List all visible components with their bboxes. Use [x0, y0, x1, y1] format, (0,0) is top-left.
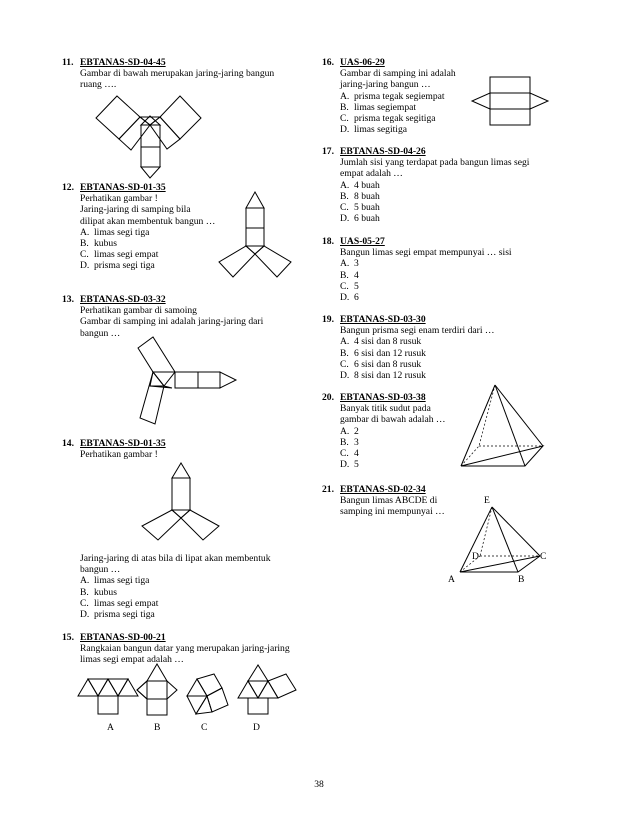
option-letter: D. [340, 459, 350, 471]
option-letter: A. [340, 336, 350, 348]
text-line: Gambar di samping ini adalah jaring-jaring dari [80, 316, 264, 328]
option-letter: C. [340, 358, 349, 370]
question-number: 20. [322, 392, 334, 403]
text-line: samping ini mempunyai … [340, 506, 445, 518]
option-letter: C. [340, 280, 349, 292]
option-letter: A. [340, 179, 350, 191]
question-code: EBTANAS-SD-00-21 [80, 632, 166, 643]
question-number: 12. [62, 182, 74, 193]
option-letter: A. [340, 90, 350, 102]
option-letter: B. [340, 190, 349, 202]
vertex-label-a: A [448, 574, 455, 585]
option-letter: C. [80, 249, 89, 261]
option-letter: C. [80, 597, 89, 609]
option-letter: B. [340, 269, 349, 281]
question-code: EBTANAS-SD-02-34 [340, 484, 426, 495]
option-letter: B. [80, 238, 89, 250]
option-letter: D. [340, 292, 350, 304]
option-letter: B. [80, 586, 89, 598]
option-text: 4 [354, 448, 359, 460]
text-line: Jaring-jaring di samping bila [80, 204, 191, 216]
option-text: 2 [354, 425, 359, 437]
text-line: Jaring-jaring di atas bila di lipat akan membentuk [80, 553, 271, 564]
option-text: prisma segi tiga [94, 609, 155, 621]
question-code: EBTANAS-SD-03-32 [80, 294, 166, 305]
option-text: limas segiempat [354, 101, 417, 113]
option-text: prisma segi tiga [94, 260, 155, 272]
text-line: ruang …. [80, 79, 117, 91]
question-number: 13. [62, 294, 74, 305]
question-number: 15. [62, 632, 74, 643]
option-letter: C. [340, 448, 349, 460]
option-text: limas segi tiga [94, 226, 150, 238]
option-text: prisma tegak segiempat [354, 90, 445, 102]
option-text: 5 buah [354, 202, 380, 214]
option-letter: D. [340, 370, 350, 382]
question-number: 21. [322, 484, 334, 495]
option-text: limas segi tiga [94, 575, 150, 587]
vertex-label-d: D [472, 551, 479, 562]
text-line: Bangun limas ABCDE di [340, 495, 438, 507]
option-text: 6 buah [354, 213, 380, 225]
text-line: jaring-jaring bangun … [340, 79, 431, 91]
text-line: Bangun prisma segi enam terdiri dari … [340, 325, 495, 337]
question-code: EBTANAS-SD-01-35 [80, 182, 166, 193]
option-text: 8 sisi dan 12 rusuk [354, 370, 426, 382]
option-letter: A. [340, 258, 350, 270]
option-text: prisma tegak segitiga [354, 113, 436, 125]
option-text: 6 sisi dan 8 rusuk [354, 358, 422, 370]
vertex-label-c: C [540, 551, 547, 562]
text-line: limas segi empat adalah … [80, 654, 184, 666]
option-text: 6 sisi dan 12 rusuk [354, 347, 426, 359]
question-number: 17. [322, 146, 334, 157]
question-code: EBTANAS-SD-01-35 [80, 438, 166, 449]
option-text: 3 [354, 258, 359, 270]
question-number: 11. [62, 57, 74, 68]
option-text: 5 [354, 459, 359, 471]
question-code: UAS-05-27 [340, 236, 385, 247]
option-text: limas segi empat [94, 597, 159, 609]
text-line: Perhatikan gambar di samoing [80, 305, 197, 317]
text-line: empat adalah … [340, 168, 403, 180]
question-number: 16. [322, 57, 334, 68]
option-text: kubus [94, 238, 117, 250]
option-letter: A. [80, 226, 90, 238]
text-line: Rangkaian bangun datar yang merupakan jaring-jaring [80, 643, 290, 655]
option-letter: A. [80, 575, 90, 587]
option-letter: D. [340, 124, 350, 136]
option-text: 4 buah [354, 179, 380, 191]
question-code: EBTANAS-SD-03-30 [340, 314, 426, 325]
option-text: 3 [354, 436, 359, 448]
option-letter: C. [340, 113, 349, 125]
text-line: bangun … [80, 327, 121, 339]
option-text: 6 [354, 292, 359, 304]
option-text: limas segitiga [354, 124, 408, 136]
option-letter: B. [340, 436, 349, 448]
option-letter: A. [340, 425, 350, 437]
option-text: 5 [354, 280, 359, 292]
question-number: 14. [62, 438, 74, 449]
vertex-label-b: B [518, 574, 525, 585]
option-letter: B. [340, 101, 349, 113]
vertex-label-e: E [484, 495, 490, 506]
figure-label-b[interactable]: B [154, 722, 161, 733]
text-line: Gambar di bawah merupakan jaring-jaring bangun [80, 68, 275, 80]
question-code: EBTANAS-SD-04-26 [340, 146, 426, 157]
question-code: EBTANAS-SD-03-38 [340, 392, 426, 403]
text-line: Banyak titik sudut pada [340, 403, 431, 415]
question-number: 18. [322, 236, 334, 247]
figure-label-a[interactable]: A [107, 722, 114, 733]
text-line: bangun … [80, 564, 121, 576]
text-line: Perhatikan gambar ! [80, 193, 158, 205]
figure-label-d[interactable]: D [253, 722, 260, 733]
text-line: Gambar di samping ini adalah [340, 68, 456, 80]
page-number: 38 [314, 779, 324, 790]
option-text: 4 sisi dan 8 rusuk [354, 336, 422, 348]
question-code: EBTANAS-SD-04-45 [80, 57, 166, 68]
question-number: 19. [322, 314, 334, 325]
option-letter: D. [80, 609, 90, 621]
text-line: Bangun limas segi empat mempunyai … sisi [340, 247, 512, 259]
text-line: Jumlah sisi yang terdapat pada bangun limas segi [340, 157, 530, 169]
figure-label-c[interactable]: C [201, 722, 208, 733]
text-line: dilipat akan membentuk bangun … [80, 215, 216, 227]
option-text: limas segi empat [94, 249, 159, 261]
option-letter: D. [80, 260, 90, 272]
text-line: gambar di bawah adalah … [340, 414, 446, 426]
option-letter: B. [340, 347, 349, 359]
option-text: 8 buah [354, 190, 380, 202]
question-code: UAS-06-29 [340, 57, 385, 68]
option-letter: C. [340, 202, 349, 214]
option-letter: D. [340, 213, 350, 225]
option-text: 4 [354, 269, 359, 281]
option-text: kubus [94, 586, 117, 598]
text-line: Perhatikan gambar ! [80, 449, 158, 461]
